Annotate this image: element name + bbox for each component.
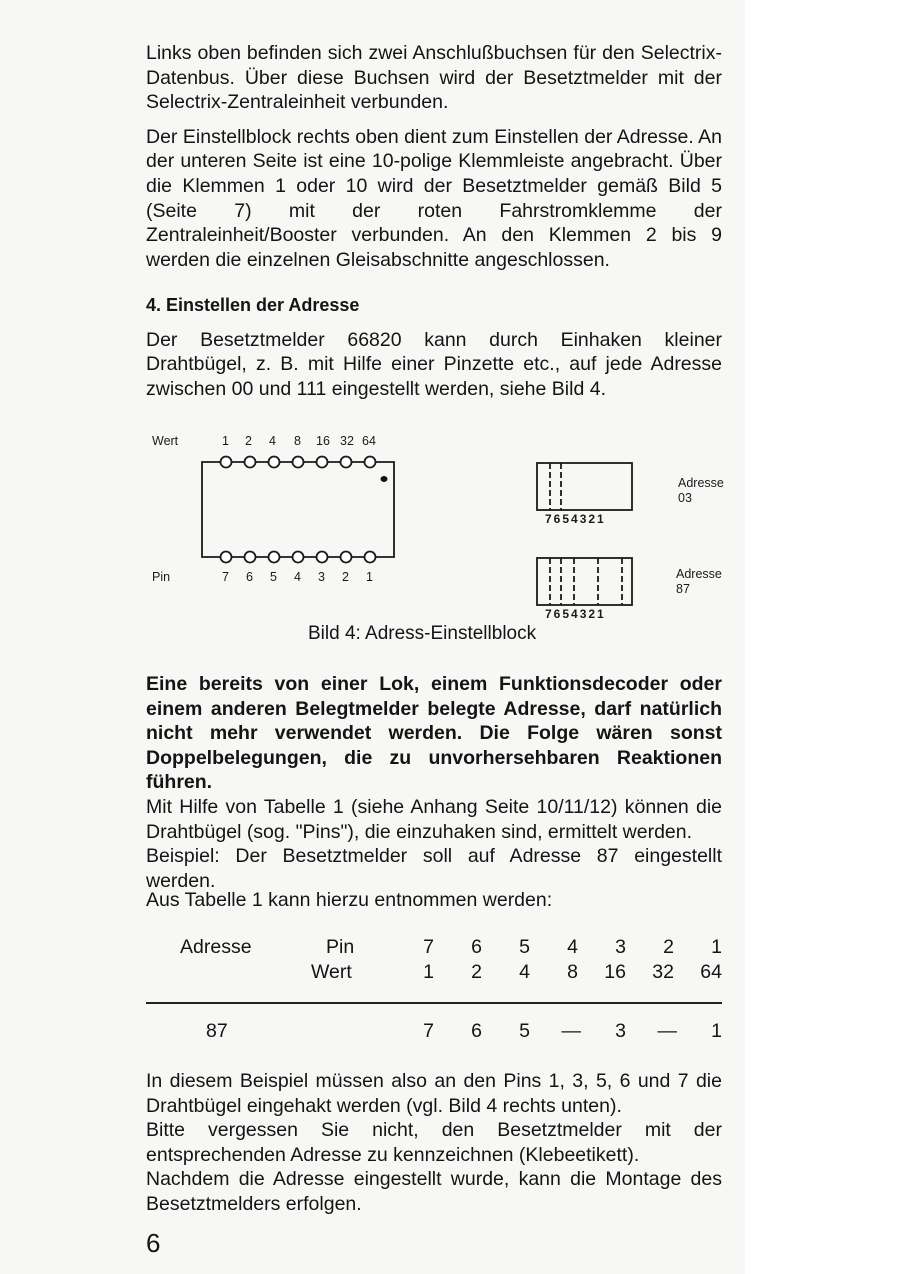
instructions-section xyxy=(146,672,722,893)
table-wert: 32 xyxy=(652,961,674,983)
paragraph-aus-tabelle: Aus Tabelle 1 kann hierzu entnommen werden: xyxy=(146,889,553,911)
table-wert: 64 xyxy=(700,961,722,983)
page-number: 6 xyxy=(146,1228,161,1258)
table-example-value: 3 xyxy=(615,1020,626,1042)
table-header-adresse: Adresse xyxy=(180,936,252,958)
table-wert: 1 xyxy=(423,961,434,983)
wert-label: Wert xyxy=(152,434,179,448)
paragraph-tabelle: Mit Hilfe von Tabelle 1 (siehe Anhang Seite 10/11/12) können die Drahtbügel (sog. "Pins"), die einzuhaken sind, ermittelt werden. xyxy=(146,795,722,843)
table-example-address: 87 xyxy=(206,1020,228,1042)
table-pin: 6 xyxy=(471,936,482,958)
paragraph-beispiel: Beispiel: Der Besetztmelder soll auf Adresse 87 eingestellt werden. xyxy=(146,845,722,892)
warning-paragraph: Eine bereits von einer Lok, einem Funktionsdecoder oder einem anderen Belegtmelder belegte Adresse, darf natürlich nicht mehr verwendet werden. Die Folge wären sonst Doppelbelegungen, die zu unvorhersehbaren Reaktionen führen. xyxy=(146,673,722,794)
pin-value: 4 xyxy=(294,570,301,584)
wert-value: 1 xyxy=(222,434,229,448)
table-example-value: 1 xyxy=(711,1020,722,1042)
table-pin: 4 xyxy=(567,936,578,958)
table-wert: 16 xyxy=(604,961,626,983)
pin-value: 2 xyxy=(342,570,349,584)
closing-section xyxy=(146,1069,722,1217)
table-pin: 7 xyxy=(423,936,434,958)
section-heading: 4. Einstellen der Adresse xyxy=(146,295,360,315)
table-row-label-wert: Wert xyxy=(311,961,352,983)
wert-value: 4 xyxy=(269,434,276,448)
table-example-value: 7 xyxy=(423,1020,434,1042)
intro-section xyxy=(146,41,722,272)
paragraph-einstellblock: Der Einstellblock rechts oben dient zum Einstellen der Adresse. An der unteren Seite ist eine 10-polige Klemmleiste angebracht. Über die Klemmen 1 oder 10 wird der Besetztmelder gemäß Bild 5 (Seite 7) mit der roten Fahrstromklemme der Zentraleinheit/Booster verbunden. An den Klemmen 2 bis 9 werden die einzelnen Gleisabschnitte angeschlossen. xyxy=(146,125,722,271)
figure-caption: Bild 4: Adress-Einstellblock xyxy=(308,623,537,644)
pin-value: 5 xyxy=(270,570,277,584)
wert-value: 32 xyxy=(340,434,354,448)
table-pin: 3 xyxy=(615,936,626,958)
table-example-value: 6 xyxy=(471,1020,482,1042)
wert-value: 2 xyxy=(245,434,252,448)
pin-value: 6 xyxy=(246,570,253,584)
pin-label: Pin xyxy=(152,570,171,584)
block-b-address-value: 87 xyxy=(676,582,690,596)
table-row-label-pin: Pin xyxy=(326,936,355,958)
pin-value: 3 xyxy=(318,570,325,584)
block-b-address-label: Adresse xyxy=(676,567,722,581)
table-example-value: — xyxy=(561,1020,581,1042)
pin-value: 1 xyxy=(366,570,373,584)
table-pin: 2 xyxy=(663,936,674,958)
table-divider xyxy=(146,1002,722,1004)
wert-value: 64 xyxy=(362,434,376,448)
wert-value: 16 xyxy=(316,434,330,448)
block-a-pin-numbers: 7654321 xyxy=(545,512,606,526)
table-wert: 8 xyxy=(567,961,578,983)
table-wert: 2 xyxy=(471,961,482,983)
block-a-address-value: 03 xyxy=(678,491,692,505)
table-pin: 5 xyxy=(519,936,530,958)
paragraph-montage: Nachdem die Adresse eingestellt wurde, kann die Montage des Besetztmelders erfolgen. xyxy=(146,1168,722,1215)
paragraph-address-range: Der Besetztmelder 66820 kann durch Einhaken kleiner Drahtbügel, z. B. mit Hilfe einer Pinzette etc., auf jede Adresse zwischen 00 und 111 eingestellt werden, siehe Bild 4. xyxy=(146,328,722,400)
table-example-value: — xyxy=(657,1020,677,1042)
table-pin: 1 xyxy=(711,936,722,958)
paragraph-buchsen: Links oben befinden sich zwei Anschlußbuchsen für den Selectrix-Datenbus. Über diese Buchsen wird der Besetztmelder mit der Selectrix-Zentraleinheit verbunden. xyxy=(146,42,722,114)
paragraph-label-reminder: Bitte vergessen Sie nicht, den Besetztmelder mit der entsprechenden Adresse zu kennzeichnen (Klebeetikett). xyxy=(146,1119,722,1166)
block-b-pin-numbers: 7654321 xyxy=(545,607,606,621)
paragraph-pins-example: In diesem Beispiel müssen also an den Pins 1, 3, 5, 6 und 7 die Drahtbügel eingehakt werden (vgl. Bild 4 rechts unten). xyxy=(146,1070,722,1117)
block-a-address-label: Adresse xyxy=(678,476,724,490)
table-wert: 4 xyxy=(519,961,530,983)
table-example-value: 5 xyxy=(519,1020,530,1042)
table-intro xyxy=(146,888,722,913)
wert-value: 8 xyxy=(294,434,301,448)
pin-value: 7 xyxy=(222,570,229,584)
address-section xyxy=(146,293,722,401)
